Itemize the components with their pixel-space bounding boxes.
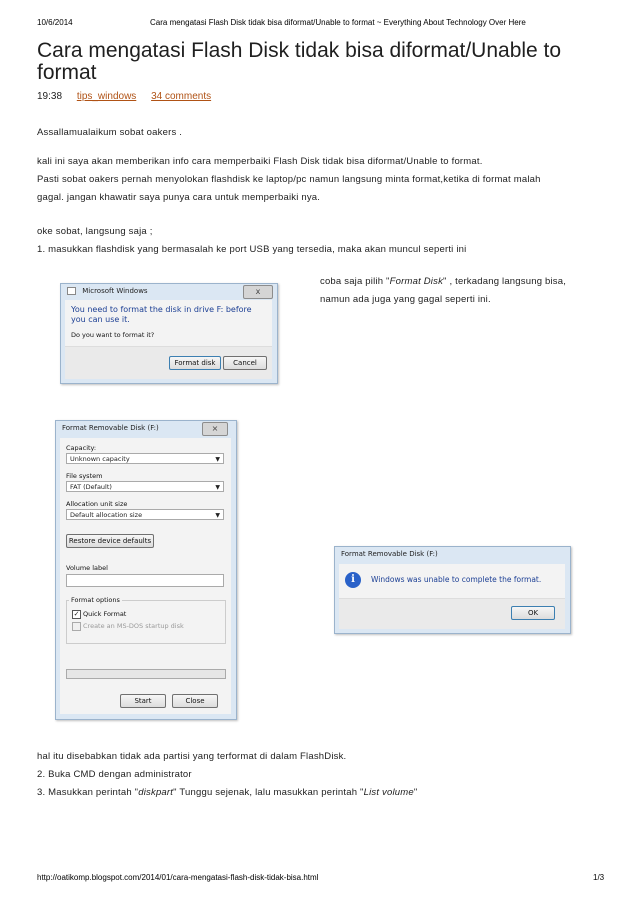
ms-windows-dialog xyxy=(60,283,278,384)
print-url: http://oatikomp.blogspot.com/2014/01/cara-mengatasi-flash-disk-tidak-bisa.html xyxy=(37,873,319,882)
step-1-text: 1. masukkan flashdisk yang bermasalah ke port USB yang tersedia, maka akan muncul seperti ini xyxy=(37,244,467,255)
dialog-body xyxy=(60,438,231,714)
cancel-button[interactable]: Cancel xyxy=(223,356,267,370)
format-options-label: Format options xyxy=(71,596,120,604)
intro-line-1: kali ini saya akan memberikan info cara memperbaiki Flash Disk tidak bisa diformat/Unable to format. xyxy=(37,156,483,167)
author-link[interactable]: tips_windows xyxy=(76,91,137,102)
chevron-down-icon: ▼ xyxy=(215,484,220,491)
capacity-select[interactable]: Unknown capacity ▼ xyxy=(66,453,224,464)
step-3-text: 3. Masukkan perintah "diskpart" Tunggu sejenak, lalu masukkan perintah "List volume" xyxy=(37,787,418,798)
volume-label-label: Volume label xyxy=(66,564,108,572)
intro-line-3: gagal. jangan khawatir saya punya cara untuk memperbaiki nya. xyxy=(37,192,321,203)
close-button[interactable]: Close xyxy=(172,694,218,708)
format-progress-bar xyxy=(66,669,226,679)
capacity-label: Capacity: xyxy=(66,444,97,452)
dialog-title: Format Removable Disk (F:) xyxy=(341,550,438,558)
dialog-title: Format Removable Disk (F:) xyxy=(62,424,159,432)
file-system-label: File system xyxy=(66,472,103,480)
format-disk-button[interactable]: Format disk xyxy=(169,356,221,370)
dialog-title: Microsoft Windows xyxy=(82,287,148,295)
post-time: 19:38 xyxy=(37,91,63,102)
info-icon: i xyxy=(345,572,361,588)
side-note-line-1: coba saja pilih "Format Disk" , terkadang langsung bisa, xyxy=(320,276,567,287)
intro-line-2: Pasti sobat oakers pernah menyolokan flashdisk ke laptop/pc namun langsung minta format,ketika di format malah xyxy=(37,174,541,185)
close-icon[interactable]: x xyxy=(243,285,273,299)
allocation-select[interactable]: Default allocation size ▼ xyxy=(66,509,224,520)
print-page-number: 1/3 xyxy=(593,873,605,882)
start-text: oke sobat, langsung saja ; xyxy=(37,226,153,237)
dialog-body xyxy=(65,300,272,378)
close-icon[interactable]: × xyxy=(202,422,228,436)
dialog-question: Do you want to format it? xyxy=(71,331,155,339)
error-message: Windows was unable to complete the format. xyxy=(371,575,542,584)
dialog-body xyxy=(339,564,565,628)
restore-defaults-button[interactable]: Restore device defaults xyxy=(66,534,154,548)
msdos-checkbox[interactable] xyxy=(72,622,81,631)
file-system-select[interactable]: FAT (Default) ▼ xyxy=(66,481,224,492)
quick-format-checkbox[interactable]: ✓ xyxy=(73,610,80,618)
volume-label-input[interactable] xyxy=(66,574,224,587)
post-meta xyxy=(37,91,223,102)
msdos-label: Create an MS-DOS startup disk xyxy=(83,622,184,630)
chevron-down-icon: ▼ xyxy=(215,456,220,463)
print-date: 10/6/2014 xyxy=(37,18,73,27)
chevron-down-icon: ▼ xyxy=(215,512,220,519)
format-disk-dialog xyxy=(55,420,237,720)
allocation-label: Allocation unit size xyxy=(66,500,128,508)
post-title: Cara mengatasi Flash Disk tidak bisa diformat/Unable to format xyxy=(37,39,562,84)
greeting-text: Assallamualaikum sobat oakers . xyxy=(37,127,183,138)
comments-link[interactable]: 34 comments xyxy=(151,91,212,102)
dialog-message: You need to format the disk in drive F: before you can use it. xyxy=(71,305,252,324)
quick-format-label: Quick Format xyxy=(83,610,127,618)
cause-text: hal itu disebabkan tidak ada partisi yang terformat di dalam FlashDisk. xyxy=(37,751,347,762)
start-button[interactable]: Start xyxy=(120,694,166,708)
step-2-text: 2. Buka CMD dengan administrator xyxy=(37,769,192,780)
side-note-line-2: namun ada juga yang gagal seperti ini. xyxy=(320,294,491,305)
window-icon xyxy=(67,287,76,295)
print-page-title: Cara mengatasi Flash Disk tidak bisa diformat/Unable to format ~ Everything About Technology Over Here xyxy=(150,18,526,27)
format-error-dialog xyxy=(334,546,571,634)
dialog-titlebar xyxy=(335,547,570,563)
ok-button[interactable]: OK xyxy=(511,606,555,620)
